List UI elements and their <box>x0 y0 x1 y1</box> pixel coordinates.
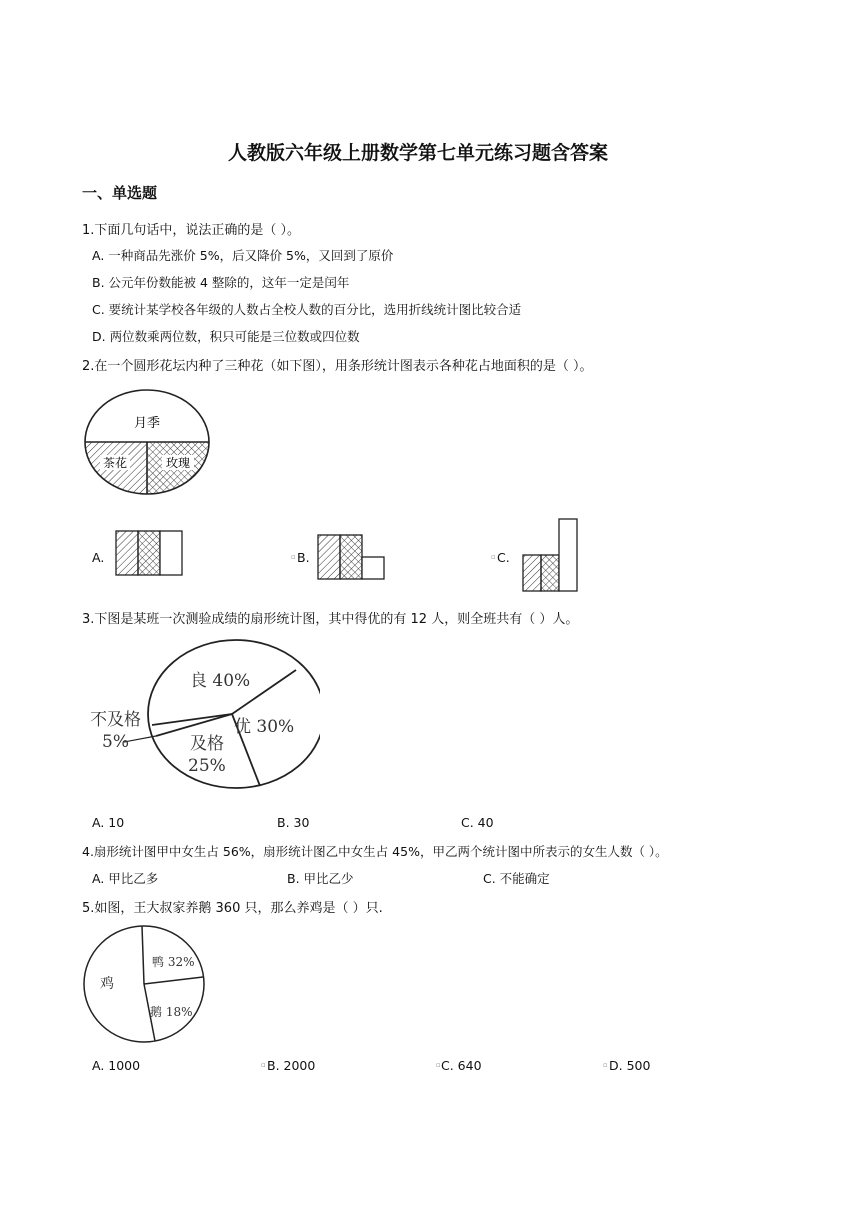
label-jige-pct: 25% <box>188 756 226 776</box>
label-jige: 及格 <box>190 734 224 754</box>
option-marker: ▫ <box>436 1061 441 1069</box>
question-3-option-b[interactable]: B. 30 <box>277 815 310 830</box>
question-2-flower-bed-figure <box>82 388 212 498</box>
label-e: 鹅 18% <box>150 1005 193 1019</box>
option-marker: ▫ <box>491 553 496 561</box>
question-2-option-c-bars <box>521 517 583 595</box>
question-2-option-a-bars <box>114 529 186 579</box>
option-marker: ▫ <box>291 553 296 561</box>
question-4-stem: 4.扇形统计图甲中女生占 56%，扇形统计图乙中女生占 45%，甲乙两个统计图中所表示的女生人数（ ）。 <box>82 844 668 859</box>
question-1-option-c[interactable]: C. 要统计某学校各年级的人数占全校人数的百分比，选用折线统计图比较合适 <box>92 302 522 317</box>
option-marker: ▫ <box>261 1061 266 1069</box>
question-5-option-c[interactable]: C. 640 <box>441 1058 482 1073</box>
label-bujige-pct: 5% <box>102 732 129 752</box>
label-meigui: 玫瑰 <box>165 456 191 470</box>
section-title: 一、单选题 <box>82 184 158 202</box>
question-2-option-c[interactable]: C. <box>497 550 510 565</box>
label-you: 优 30% <box>234 717 295 737</box>
question-5-option-a[interactable]: A. 1000 <box>92 1058 141 1073</box>
question-3-stem: 3.下图是某班一次测验成绩的扇形统计图，其中得优的有 12 人，则全班共有（ ）人。 <box>82 612 579 627</box>
question-2-option-a[interactable]: A. <box>92 550 105 565</box>
label-ji: 鸡 <box>100 976 114 992</box>
question-1-stem: 1.下面几句话中，说法正确的是（ ）。 <box>82 223 301 238</box>
question-2-option-b-bars <box>316 533 388 583</box>
page-title: 人教版六年级上册数学第七单元练习题含答案 <box>228 142 609 164</box>
question-5-stem: 5.如图，王大叔家养鹅 360 只，那么养鸡是（ ）只. <box>82 901 383 916</box>
question-5-option-d[interactable]: D. 500 <box>609 1058 651 1073</box>
label-chahua: 茶花 <box>102 456 128 470</box>
question-4-option-b[interactable]: B. 甲比乙少 <box>287 871 354 886</box>
label-yueji: 月季 <box>133 416 161 431</box>
question-2-option-b[interactable]: B. <box>297 550 310 565</box>
question-1-option-b[interactable]: B. 公元年份数能被 4 整除的，这年一定是闰年 <box>92 275 350 290</box>
question-3-score-pie-chart <box>84 636 320 796</box>
question-4-option-a[interactable]: A. 甲比乙多 <box>92 871 159 886</box>
question-2-stem: 2.在一个圆形花坛内种了三种花（如下图），用条形统计图表示各种花占地面积的是（ ）。 <box>82 359 593 374</box>
label-ya: 鸭 32% <box>152 955 195 969</box>
question-3-option-c[interactable]: C. 40 <box>461 815 494 830</box>
question-5-option-b[interactable]: B. 2000 <box>267 1058 316 1073</box>
question-3-option-a[interactable]: A. 10 <box>92 815 125 830</box>
question-1-option-a[interactable]: A. 一种商品先涨价 5%，后又降价 5%，又回到了原价 <box>92 248 394 263</box>
question-1-option-d[interactable]: D. 两位数乘两位数，积只可能是三位数或四位数 <box>92 329 360 344</box>
label-bujige: 不及格 <box>90 710 141 730</box>
question-5-poultry-pie-chart <box>80 922 208 1046</box>
option-marker: ▫ <box>603 1061 608 1069</box>
label-liang: 良 40% <box>190 671 251 691</box>
question-4-option-c[interactable]: C. 不能确定 <box>483 871 550 886</box>
